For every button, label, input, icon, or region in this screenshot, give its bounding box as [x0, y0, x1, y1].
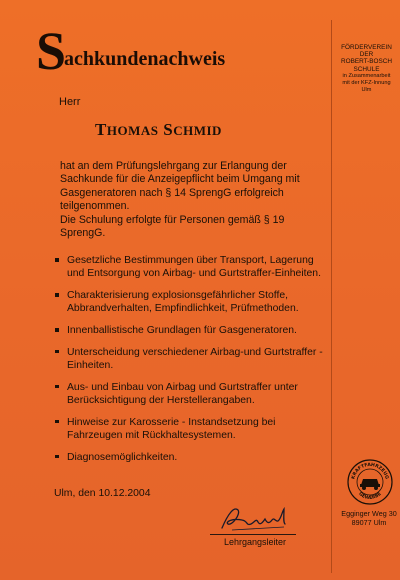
- bullet-square-icon: [55, 455, 59, 459]
- name-last-initial: S: [163, 120, 174, 139]
- issuer-line: SCHULE: [353, 65, 380, 73]
- name-first-rest: HOMAS: [106, 123, 159, 138]
- body-line: Gasgeneratoren nach § 14 SprengG erfolgreich: [60, 186, 284, 199]
- issuer-block: [333, 44, 400, 94]
- issuer-line: FÖRDERVEREIN: [341, 44, 392, 51]
- issuer-line: DER: [359, 51, 374, 59]
- body-line: Die Schulung erfolgte für Personen gemäß § 19 SprengG.: [60, 213, 285, 240]
- salutation: Herr: [59, 96, 81, 108]
- list-item: Innenballistische Grundlagen für Gasgeneratoren.: [54, 324, 334, 337]
- bullet-square-icon: [55, 350, 59, 354]
- body-line: Sachkunde für die Anzeigepflicht beim Umgang mit: [60, 173, 300, 186]
- signature-image: [218, 500, 298, 536]
- column-divider: [331, 20, 332, 573]
- document-title: [36, 21, 227, 81]
- guild-seal-icon: [346, 458, 394, 506]
- address-line: 89077 Ulm: [351, 518, 387, 527]
- body-line: teilgenommen.: [60, 200, 130, 213]
- title-rest: achkundenachweis: [64, 48, 226, 70]
- date-line: Ulm, den 10.12.2004: [54, 488, 151, 499]
- issuer-line: mit der KFZ-Innung: [342, 80, 391, 87]
- topic-list: [54, 254, 334, 473]
- body-line: hat an dem Prüfungslehrgang zur Erlangung der: [60, 160, 287, 172]
- recipient-name: [95, 120, 222, 140]
- svg-text:KRAFTFAHRZEUG: KRAFTFAHRZEUG: [351, 462, 389, 480]
- list-item: Charakterisierung explosionsgefährlicher Stoffe, Abbrandverhalten, Empfindlichkeit, Prüfmethoden.: [54, 289, 334, 315]
- name-last-rest: CHMID: [173, 123, 222, 138]
- bullet-square-icon: [55, 258, 59, 262]
- list-item: Gesetzliche Bestimmungen über Transport, Lagerung und Entsorgung von Airbag- und Gurtstraffer-Einheiten.: [54, 254, 334, 280]
- name-first-initial: T: [95, 120, 107, 139]
- bullet-square-icon: [55, 420, 59, 424]
- issuer-line: ROBERT-BOSCH: [340, 58, 392, 66]
- list-item: Diagnosemöglichkeiten.: [54, 451, 334, 464]
- address-line: Egginger Weg 30: [341, 509, 397, 518]
- issuer-address: [338, 509, 400, 527]
- issuer-line: Ulm: [361, 87, 372, 94]
- list-item: Unterscheidung verschiedener Airbag-und Gurtstraffer - Einheiten.: [54, 346, 334, 372]
- bullet-square-icon: [55, 328, 59, 332]
- certificate-body: [60, 160, 330, 240]
- bullet-square-icon: [55, 293, 59, 297]
- svg-text:GEWERBE: GEWERBE: [357, 491, 383, 502]
- bullet-square-icon: [55, 385, 59, 389]
- signature-label: Lehrgangsleiter: [224, 537, 287, 547]
- issuer-line: in Zusammenarbeit: [342, 72, 391, 79]
- list-item: Aus- und Einbau von Airbag und Gurtstraffer unter Berücksichtigung der Herstellerangaben.: [54, 381, 334, 407]
- list-item: Hinweise zur Karosserie - Instandsetzung bei Fahrzeugen mit Rückhaltesystemen.: [54, 416, 334, 442]
- signature-line: [210, 534, 296, 535]
- title-initial: S: [36, 21, 67, 81]
